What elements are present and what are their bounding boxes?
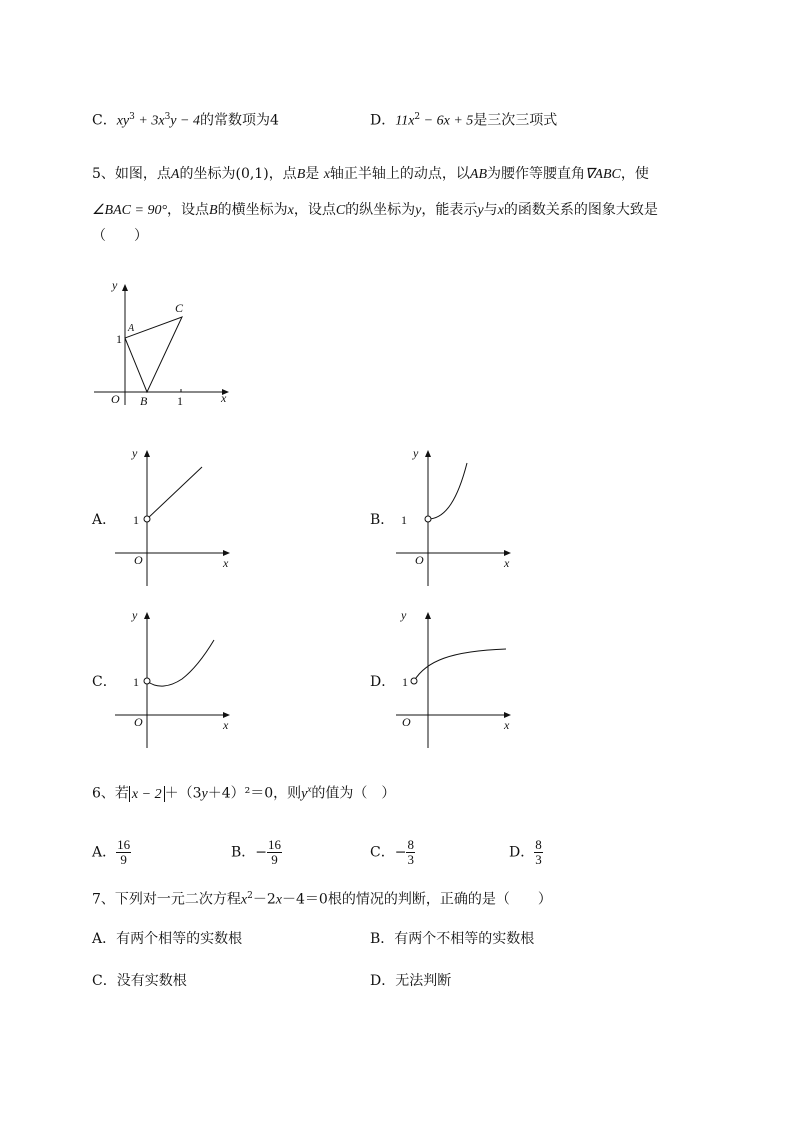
fig-label-y: y (112, 278, 118, 292)
fig-label-1y: 1 (116, 332, 122, 346)
svg-text:1: 1 (133, 675, 139, 689)
q5-stem-line1: 5、如图，点A的坐标为(0,1)，点B是 x轴正半轴上的动点，以AB为腰作等腰直角∇ABC，使 (92, 166, 649, 182)
svg-text:x: x (504, 556, 510, 570)
svg-text:1: 1 (402, 675, 408, 689)
q5-option-a-label: A． (92, 512, 117, 528)
q5-answer-paren: （ ） (92, 228, 148, 244)
q4-option-c: C．$xy^3 + 3x^3y - 4$的常数项为4 (92, 112, 279, 129)
q7-option-d: D．无法判断 (370, 973, 452, 989)
svg-text:O: O (415, 553, 424, 567)
svg-text:x: x (504, 718, 510, 732)
q5-option-d-label: D． (370, 674, 396, 690)
fig-label-1x: 1 (177, 394, 183, 408)
q6-option-c: C．− $\frac{8}{3}$ (370, 837, 414, 867)
q7-stem: 7、下列对一元二次方程$x^2-2x-4=0$根的情况的判断，正确的是（ ） (92, 891, 552, 908)
q5-option-b-label: B． (370, 512, 395, 528)
q5-option-a-graph (115, 443, 235, 588)
svg-text:y: y (413, 446, 419, 460)
svg-text:y: y (401, 608, 407, 622)
svg-text:1: 1 (133, 513, 139, 527)
svg-text:O: O (134, 553, 143, 567)
fig-label-x: x (221, 391, 227, 405)
q5-option-c-label: C． (92, 674, 117, 690)
svg-text:y: y (132, 608, 138, 622)
q6-option-b: B．− $\frac{16}{9}$ (231, 837, 282, 867)
q4-option-d: D．$11x^2 - 6x + 5$是三次三项式 (370, 112, 558, 129)
svg-text:x: x (223, 718, 229, 732)
q6-option-d: D． $\frac{8}{3}$ (509, 837, 542, 867)
svg-text:1: 1 (401, 513, 407, 527)
q5-option-c-graph (115, 605, 235, 750)
svg-text:y: y (132, 446, 138, 460)
q5-figure (90, 275, 240, 415)
q6-stem: 6、若 x − 2 ＋（3y＋4）²＝0，则$y^x$的值为（ ） (92, 784, 396, 802)
svg-text:O: O (402, 715, 411, 729)
q6-option-a: A． $\frac{16}{9}$ (92, 837, 131, 867)
q5-option-d-graph (396, 605, 516, 750)
q5-option-b-graph (396, 443, 516, 588)
q7-option-b: B．有两个不相等的实数根 (370, 931, 535, 947)
q7-option-c: C．没有实数根 (92, 973, 187, 989)
svg-text:O: O (134, 715, 143, 729)
q5-stem-line2: ∠BAC = 90°，设点B的横坐标为x，设点C的纵坐标为y，能表示y与x的函数关系的图象大致是 (92, 202, 658, 218)
fig-label-o: O (111, 392, 120, 406)
svg-text:x: x (223, 556, 229, 570)
fig-label-a: A (128, 323, 135, 334)
fig-label-c: C (175, 301, 184, 315)
fig-label-b: B (140, 394, 148, 408)
q7-option-a: A．有两个相等的实数根 (92, 931, 243, 947)
